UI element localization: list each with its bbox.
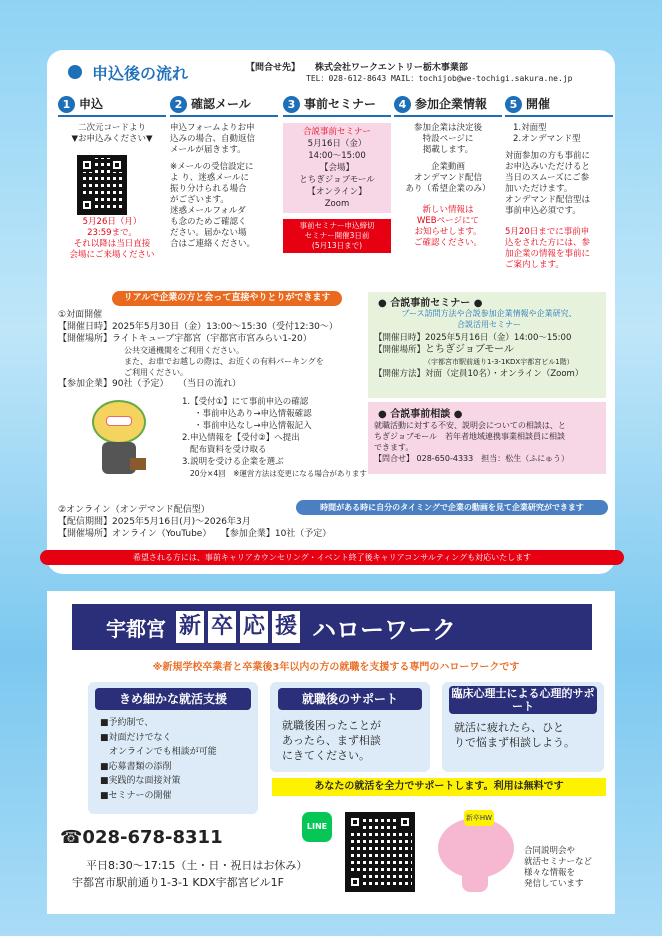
line-icon[interactable] bbox=[302, 812, 332, 842]
seminar-details bbox=[374, 332, 606, 380]
deadline-line: 事前セミナー申込締切 bbox=[299, 221, 375, 230]
note-line: 5月26日（月） bbox=[82, 217, 142, 227]
box1-title: きめ細かな就活支援 bbox=[95, 688, 251, 710]
page-title: 申込後の流れ bbox=[92, 64, 189, 83]
step-line: 掲載します。 bbox=[422, 145, 474, 155]
step-line: 申込フォームよりお申 bbox=[170, 123, 255, 133]
step-line: ※メールの受信設定に bbox=[170, 162, 254, 172]
step-line: お申込みいただけると bbox=[505, 162, 591, 172]
deadline-box bbox=[283, 219, 391, 253]
step-line: オンデマンド配信型は bbox=[505, 195, 591, 205]
step-line: 事前申込必須です。 bbox=[505, 206, 581, 216]
box-line: 14:00～15:00 bbox=[308, 151, 366, 161]
online-companies: 10社（予定） bbox=[274, 529, 332, 539]
step-line: オンデマンド配信 bbox=[413, 173, 482, 183]
online-heading: ②オンライン（オンデマンド配信型） bbox=[58, 505, 210, 515]
box3-body bbox=[454, 720, 575, 750]
flow-item: 20分×4回 ※運営方法は変更になる場合があります bbox=[190, 469, 367, 478]
step-line: も念のためご確認く bbox=[170, 217, 247, 227]
face-section bbox=[58, 309, 368, 390]
hellowork-address: 宇都宮市駅前通り1-3-1 KDX宇都宮ビル1F bbox=[72, 876, 284, 889]
hellowork-title bbox=[72, 604, 592, 650]
company-name: 株式会社ワークエントリー栃木事業部 bbox=[315, 63, 468, 73]
box-line: 合説事前セミナー bbox=[302, 127, 371, 137]
note-line: 込をされた方には、参 bbox=[505, 238, 591, 248]
online-place: オンライン（YouTube） bbox=[112, 529, 212, 539]
flow-title: （当日の流れ） bbox=[182, 379, 241, 389]
mascot-text bbox=[524, 846, 592, 890]
city-name: 宇都宮 bbox=[106, 616, 166, 641]
seminar-info-box bbox=[283, 123, 391, 213]
step-line: 特設ページに bbox=[422, 134, 474, 144]
deadline-line: セミナー開催3日前 bbox=[304, 231, 370, 240]
place-note: また、お車でお越しの際は、お近くの有料パーキングを bbox=[124, 357, 324, 366]
hellowork-lead: ※新規学校卒業者と卒業後3年以内の方の就職を支援する専門のハローワークです bbox=[152, 662, 520, 673]
box2-title: 就職後のサポート bbox=[278, 688, 422, 710]
step-line: 当日のスムーズにご参 bbox=[505, 173, 590, 183]
online-place-label: 【開催場所】 bbox=[58, 529, 113, 539]
step-title-text: 申込 bbox=[79, 97, 104, 111]
step-title bbox=[283, 95, 391, 117]
step-line: ▼お申込みください▼ bbox=[71, 134, 153, 144]
consult-line: 就職活動に対する不安、説明会についての相談は、と bbox=[374, 421, 566, 430]
flow-item: 配布資料を受け取る bbox=[190, 445, 267, 455]
seminar-sub bbox=[374, 308, 604, 330]
seminar-sub-line: ブース訪問方法や合説参加企業情報や企業研究、 bbox=[401, 309, 577, 318]
title-char: 援 bbox=[272, 611, 300, 643]
consult-contact: 【問合せ】 028-650-4333 担当：松生（ふにゅう） bbox=[374, 454, 570, 463]
step-line: 1.対面型 bbox=[513, 123, 547, 133]
flow-item: 1.【受付①】にて事前申込の確認 bbox=[182, 397, 309, 407]
step-line: 振り分けられる場合 bbox=[170, 184, 247, 194]
note-line: それ以降は当日直接 bbox=[73, 239, 151, 249]
seminar-date: 2025年5月16日（金）14:00～15:00 bbox=[425, 333, 572, 343]
hellowork-tel[interactable]: ☎028-678-8311 bbox=[60, 827, 223, 848]
step-title bbox=[170, 95, 278, 117]
seminar-method-label: 【開催方法】 bbox=[374, 369, 426, 379]
step-body bbox=[394, 123, 502, 195]
deadline-line: (5月13日まで) bbox=[311, 241, 363, 250]
step-line: ださい。届かない場 bbox=[170, 228, 247, 238]
line-qr-code[interactable] bbox=[345, 812, 415, 892]
seminar-sub-line: 合説活用セミナー bbox=[457, 320, 521, 329]
step-note bbox=[58, 217, 166, 261]
consult-line: できます。 bbox=[374, 443, 414, 452]
day-flow bbox=[182, 396, 372, 480]
step-number-icon: 1 bbox=[58, 96, 75, 113]
box3-line: りで悩まず相談しよう。 bbox=[454, 736, 575, 749]
line-label: LINE bbox=[306, 822, 328, 831]
seminar-place-label: 【開催場所】 bbox=[374, 345, 426, 355]
step-body bbox=[58, 123, 166, 145]
step-4 bbox=[394, 95, 502, 285]
online-details bbox=[58, 516, 331, 540]
note-line: ご案内します。 bbox=[505, 260, 564, 270]
apply-qr-code[interactable] bbox=[77, 155, 127, 215]
box-line: 【会場】 bbox=[319, 163, 354, 173]
step-title-text: 開催 bbox=[526, 97, 551, 111]
seminar-date-label: 【開催日時】 bbox=[374, 333, 426, 343]
step-number-icon: 2 bbox=[170, 96, 187, 113]
place-label: 【開催場所】 bbox=[58, 334, 113, 344]
note-line: 5月20日までに事前申 bbox=[505, 227, 590, 237]
step-line: 二次元コードより bbox=[77, 123, 146, 133]
step-line: よ り、迷惑メールに bbox=[170, 173, 250, 183]
flow-item: 3.説明を受ける企業を選ぶ bbox=[182, 457, 284, 467]
box2-body bbox=[282, 718, 381, 763]
header-dot-icon bbox=[68, 65, 82, 79]
free-banner: あなたの就活を全力でサポートします。利用は無料です bbox=[272, 778, 606, 796]
face-date: 2025年5月30日（金）13:00～15:30（受付12:30～） bbox=[112, 322, 338, 332]
box-line: Zoom bbox=[324, 199, 350, 209]
box2-line: にきてください。 bbox=[282, 749, 370, 762]
contact-info: TEL：028-612-8643 MAIL：tochijob@we-tochigi.sakura.ne.jp bbox=[306, 74, 573, 83]
step-line: 対面参加の方も事前に bbox=[505, 151, 591, 161]
step-line: 企業動画 bbox=[430, 162, 465, 172]
step-line: 迷惑メールフォルダ bbox=[170, 206, 246, 216]
title-char: 卒 bbox=[208, 611, 236, 643]
note-line: 23:59まで。 bbox=[87, 228, 137, 238]
elephant-mascot-icon: 新卒HW bbox=[432, 808, 520, 898]
list-item: ■対面だけでなく bbox=[100, 732, 172, 743]
face-companies: 90社（予定） bbox=[112, 379, 169, 389]
note-line: WEBページにて bbox=[417, 216, 479, 226]
place-note: ご利用ください。 bbox=[124, 368, 188, 377]
box-line: 5月16日（金） bbox=[307, 139, 367, 149]
date-label: 【開催日時】 bbox=[58, 322, 113, 332]
step-line: 参加企業は決定後 bbox=[413, 123, 482, 133]
hellowork-hours: 平日8:30～17:15（土・日・祝日はお休み） bbox=[86, 859, 308, 872]
step-number-icon: 4 bbox=[394, 96, 411, 113]
mascot-line: 合同説明会や bbox=[524, 846, 576, 856]
step-body bbox=[505, 123, 613, 217]
step-5 bbox=[505, 95, 613, 285]
note-line: ご確認ください。 bbox=[413, 238, 482, 248]
contact-label: 【問合せ先】 bbox=[246, 63, 301, 73]
step-line: 2.オンデマンド型 bbox=[513, 134, 581, 144]
step-line: 込みの場合、自動返信 bbox=[170, 134, 256, 144]
flow-item: ・事前申込あり→申込情報確認 bbox=[194, 409, 312, 419]
step-line: あり（希望企業のみ） bbox=[405, 184, 491, 194]
seminar-method: 対面（定員10名）・オンライン（Zoom） bbox=[425, 369, 584, 379]
consult-body bbox=[374, 420, 606, 464]
step-body bbox=[170, 123, 278, 250]
step-title-text: 参加企業情報 bbox=[415, 97, 488, 111]
flow-item: ・事前申込なし→申込情報記入 bbox=[194, 421, 312, 431]
list-item: ■セミナーの開催 bbox=[100, 790, 172, 801]
step-2 bbox=[170, 95, 278, 285]
company-label: 【参加企業】 bbox=[58, 379, 113, 389]
mascot-line: 就活セミナーなど bbox=[524, 857, 593, 867]
face-place: ライトキューブ宇都宮（宇都宮市宮みらい1-20） bbox=[112, 334, 312, 344]
title-char: 応 bbox=[240, 611, 268, 643]
step-line: メールが届きます。 bbox=[170, 145, 246, 155]
box3-line: 就活に疲れたら、ひと bbox=[454, 721, 564, 734]
step-line: がございます。 bbox=[170, 195, 229, 205]
online-banner: 時間がある時に自分のタイミングで企業の動画を見て企業研究ができます bbox=[296, 500, 608, 515]
step-3 bbox=[283, 95, 391, 285]
consult-title: ● 合説事前相談 ● bbox=[378, 409, 463, 420]
step-title bbox=[394, 95, 502, 117]
seminar-place-sub: （宇都宮市駅前通り1-3-1KDX宇都宮ビル1階） bbox=[424, 358, 574, 366]
box2-line: 就職後困ったことが bbox=[282, 719, 381, 732]
box2-line: あったら、まず相談 bbox=[282, 734, 381, 747]
list-item: ■応募書類の添削 bbox=[100, 761, 172, 772]
list-item: ■実践的な面接対策 bbox=[100, 776, 181, 786]
mascot-character-icon bbox=[84, 400, 154, 480]
step-title bbox=[58, 95, 166, 117]
list-item: ■予約制で、 bbox=[100, 718, 154, 728]
box-line: とちぎジョブモール bbox=[299, 175, 375, 185]
hellowork-name: ハローワーク bbox=[312, 615, 457, 644]
face-heading: ①対面開催 bbox=[58, 310, 103, 320]
step-number-icon: 5 bbox=[505, 96, 522, 113]
box1-list bbox=[100, 716, 217, 803]
note-line: 加企業の情報を事前に bbox=[505, 249, 591, 259]
place-note: 公共交通機関をご利用ください。 bbox=[124, 346, 244, 355]
list-item: オンラインでも相談が可能 bbox=[109, 747, 217, 757]
step-note bbox=[505, 227, 613, 271]
flow-item: 2.申込情報を【受付②】へ提出 bbox=[182, 433, 300, 443]
title-char: 新 bbox=[176, 611, 204, 643]
consult-line: ちぎジョブモール 若年者地域連携事業相談員に相談 bbox=[374, 432, 566, 441]
online-period: 2025年5月16日(月)～2026年3月 bbox=[112, 517, 251, 527]
online-period-label: 【配信期間】 bbox=[58, 517, 113, 527]
realtime-banner: リアルで企業の方と会って直接やりとりができます bbox=[112, 291, 342, 306]
step-title-text: 確認メール bbox=[191, 97, 251, 111]
step-line: 合はご連絡ください。 bbox=[170, 239, 256, 249]
mascot-line: 様々な情報を bbox=[524, 868, 576, 878]
step-note bbox=[394, 205, 502, 249]
box-line: 【オンライン】 bbox=[307, 187, 367, 197]
step-line: 加いただけます。 bbox=[505, 184, 573, 194]
seminar-place: とちぎジョブモール bbox=[425, 344, 514, 355]
step-title-text: 事前セミナー bbox=[304, 97, 377, 111]
note-line: お知らせします。 bbox=[414, 227, 482, 237]
seminar-title: ● 合説事前セミナー ● bbox=[378, 298, 483, 309]
mascot-line: 発信しています bbox=[524, 879, 584, 889]
note-line: 会場にご来場ください bbox=[69, 250, 155, 260]
note-line: 新しい情報は bbox=[422, 205, 474, 215]
box3-title: 臨床心理士による心理的サポート bbox=[449, 686, 597, 714]
step-number-icon: 3 bbox=[283, 96, 300, 113]
counseling-banner: 希望される方には、事前キャリアカウンセリング・イベント終了後キャリアコンサルティングも対応いたします bbox=[40, 550, 624, 565]
step-title bbox=[505, 95, 613, 117]
online-comp-label: 【参加企業】 bbox=[225, 529, 275, 539]
